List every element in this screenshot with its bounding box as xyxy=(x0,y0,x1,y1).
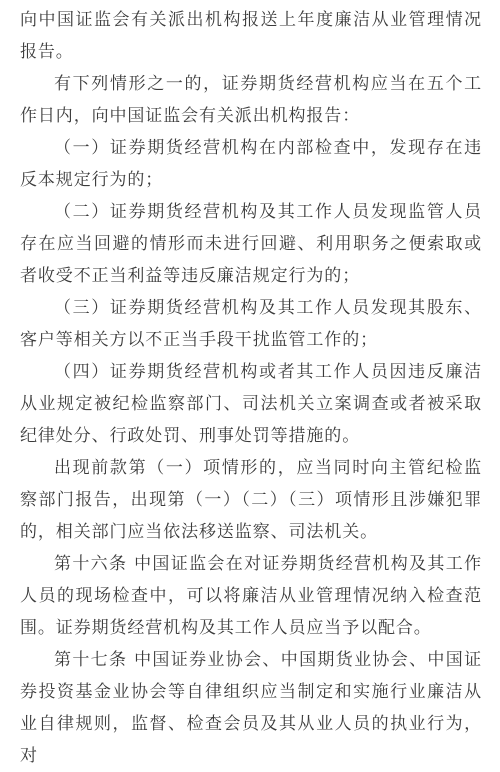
paragraph-article-17: 第十七条 中国证券业协会、中国期货业协会、中国证券投资基金业协会等自律组织应当制定和实施行业廉洁从业自律规则，监督、检查会员及其从业人员的执业行为，对 xyxy=(20,650,482,766)
paragraph-item-2: （二）证券期货经营机构及其工作人员发现监管人员存在应当回避的情形而未进行回避、利用职务之便索取或者收受不正当利益等违反廉洁规定行为的； xyxy=(20,202,482,286)
paragraph-referral: 出现前款第（一）项情形的，应当同时向主管纪检监察部门报告，出现第（一）（二）（三）项情形且涉嫌犯罪的，相关部门应当依法移送监察、司法机关。 xyxy=(20,458,482,542)
paragraph-reporting-conditions: 有下列情形之一的，证券期货经营机构应当在五个工作日内，向中国证监会有关派出机构报告： xyxy=(20,74,482,126)
paragraph-report-submission: 向中国证监会有关派出机构报送上年度廉洁从业管理情况报告。 xyxy=(20,10,482,62)
paragraph-item-4: （四）证券期货经营机构或者其工作人员因违反廉洁从业规定被纪检监察部门、司法机关立案调查或者被采取纪律处分、行政处罚、刑事处罚等措施的。 xyxy=(20,362,482,446)
paragraph-item-1: （一）证券期货经营机构在内部检查中，发现存在违反本规定行为的； xyxy=(20,138,482,190)
paragraph-item-3: （三）证券期货经营机构及其工作人员发现其股东、客户等相关方以不正当手段干扰监管工作的； xyxy=(20,298,482,350)
paragraph-article-16: 第十六条 中国证监会在对证券期货经营机构及其工作人员的现场检查中，可以将廉洁从业管理情况纳入检查范围。证券期货经营机构及其工作人员应当予以配合。 xyxy=(20,554,482,638)
